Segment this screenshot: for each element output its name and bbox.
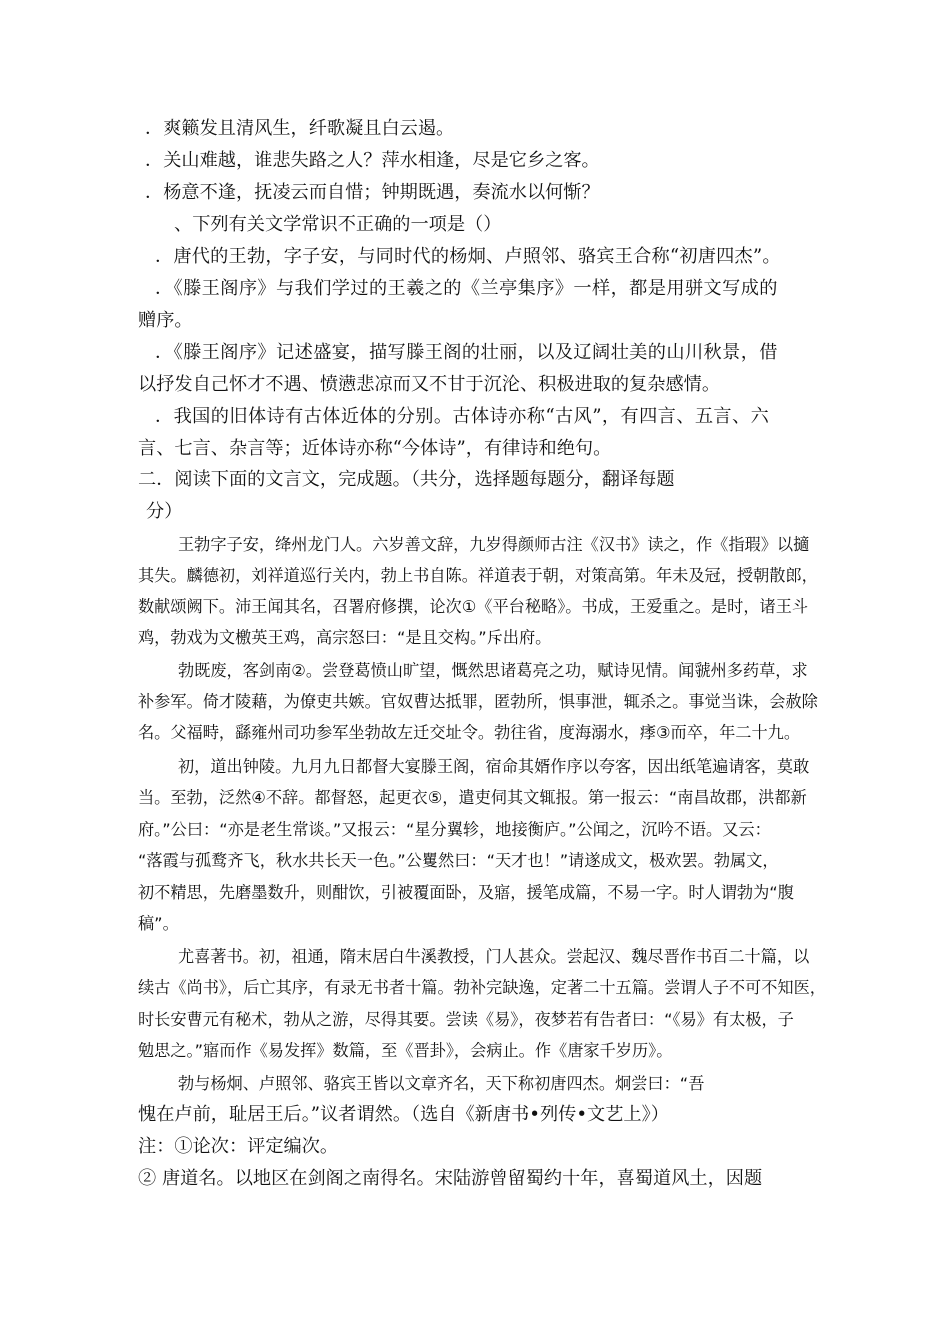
passage-line: 补参军。倚才陵藉，为僚吏共嫉。官奴曹达抵罪，匿勃所，惧事泄，辄杀之。事觉当诛，会赦除 (138, 692, 818, 711)
passage-line: 其失。麟德初，刘祥道巡行关内，勃上书自陈。祥道表于朝，对策高第。年未及冠，授朝散郎， (138, 566, 818, 585)
section-heading-continued: 分） (146, 501, 183, 522)
passage-line: 尤喜著书。初，祖通，隋末居白牛溪教授，门人甚众。尝起汉、魏尽晋作书百二十篇，以 (178, 947, 810, 966)
passage-line: “落霞与孤鹜齐飞，秋水共长天一色。”公矍然曰：“天才也！”请遂成文，极欢罢。勃属文， (138, 851, 779, 870)
section-heading: 二．阅读下面的文言文，完成题。（共分，选择题每题分，翻译每题 (138, 469, 675, 490)
passage-line: 数献颂阙下。沛王闻其名，召署府修撰，论次①《平台秘略》。书成，王爱重之。是时，诸王斗 (138, 597, 809, 616)
option-line-continued: 赠序。 (138, 310, 193, 331)
passage-line: 稿”。 (138, 914, 179, 933)
passage-line: 王勃字子安，绛州龙门人。六岁善文辞，九岁得颜师古注《汉书》读之，作《指瑕》以擿 (178, 535, 810, 554)
passage-line: 续古《尚书》，后亡其序，有录无书者十篇。勃补完缺逸，定著二十五篇。尝谓人子不可不知医， (138, 978, 826, 997)
question-stem: 、下列有关文学常识不正确的一项是（） (174, 214, 502, 235)
passage-line: 府。”公曰：“亦是老生常谈。”又报云：“星分翼轸，地接衡庐。”公闻之，沉吟不语。又云： (138, 820, 771, 839)
passage-line: 初不精思，先磨墨数升，则酣饮，引被覆面卧，及寤，援笔成篇，不易一字。时人谓勃为“腹 (138, 883, 794, 902)
option-line: ．唐代的王勃，字子安，与同时代的杨炯、卢照邻、骆宾王合称“初唐四杰”。 (155, 246, 781, 267)
passage-line: 初，道出钟陵。九月九日都督大宴滕王阁，宿命其婿作序以夸客，因出纸笔遍请客，莫敢 (178, 757, 810, 776)
option-line: ．我国的旧体诗有古体近体的分别。古体诗亦称“古风”，有四言、五言、六 (155, 406, 770, 427)
option-line-continued: 言、七言、杂言等；近体诗亦称“今体诗”，有律诗和绝句。 (138, 438, 612, 459)
passage-line: 当。至勃，泛然④不辞。都督怒，起更衣⑤，遣吏伺其文辄报。第一报云：“南昌故郡，洪都新 (138, 788, 807, 807)
passage-line: 名。父福畤，繇雍州司功参军坐勃故左迁交址令。勃往省，度海溺水，痵③而卒，年二十九。 (138, 723, 801, 742)
passage-line: 时长安曹元有秘术，勃从之游，尽得其要。尝读《易》，夜梦若有告者曰：“《易》有太极，子 (138, 1010, 794, 1029)
option-line: ．关山难越，谁悲失路之人？萍水相逢，尽是它乡之客。 (145, 150, 600, 171)
option-line: ．《滕王阁序》与我们学过的王羲之的《兰亭集序》一样，都是用骈文写成的 (155, 278, 778, 299)
passage-line: 鸡，勃戏为文檄英王鸡，高宗怒曰：“是且交构。”斥出府。 (138, 628, 552, 647)
note-line: ② 唐道名。以地区在剑阁之南得名。宋陆游曾留蜀约十年，喜蜀道风土，因题 (138, 1168, 763, 1189)
option-line: ．《滕王阁序》记述盛宴，描写滕王阁的壮丽，以及辽阔壮美的山川秋景，借 (155, 342, 778, 363)
passage-line: 勉思之。”寤而作《易发挥》数篇，至《晋卦》，会病止。作《唐家千岁历》。 (138, 1041, 673, 1060)
passage-line: 勃与杨炯、卢照邻、骆宾王皆以文章齐名，天下称初唐四杰。炯尝曰：“吾 (178, 1074, 705, 1093)
passage-line: 勃既废，客剑南②。尝登葛愤山旷望，慨然思诸葛亮之功，赋诗见情。闻虢州多药草，求 (178, 661, 808, 680)
option-line-continued: 以抒发自己怀才不遇、愤懑悲凉而又不甘于沉沦、积极进取的复杂感情。 (138, 374, 721, 395)
passage-source-line: 愧在卢前，耻居王后。”议者谓然。（选自《新唐书•列传•文艺上》） (138, 1104, 669, 1125)
option-line: ．爽籁发且清风生，纤歌凝且白云遏。 (145, 118, 455, 139)
note-line: 注：①论次：评定编次。 (138, 1136, 339, 1157)
option-line: ．杨意不逢，抚凌云而自惜；钟期既遇，奏流水以何惭？ (145, 182, 600, 203)
